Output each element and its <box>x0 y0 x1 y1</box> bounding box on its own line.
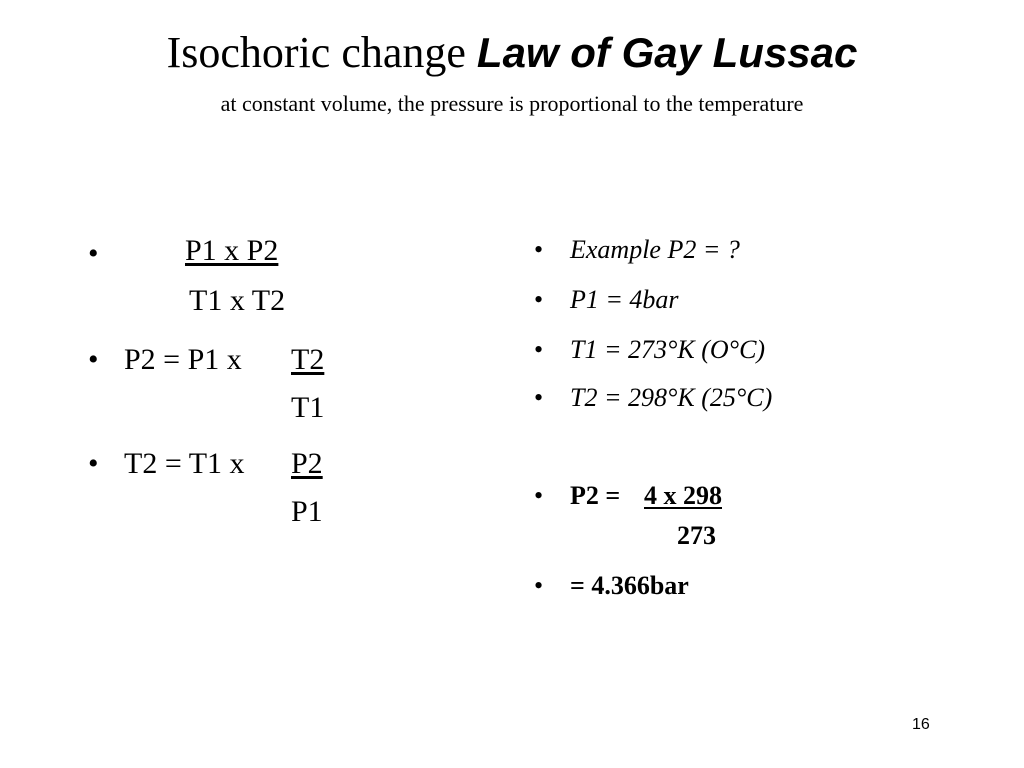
bullet-marker: • <box>534 285 544 314</box>
bullet-marker: • <box>534 481 544 510</box>
slide-title <box>0 26 1024 80</box>
calc-prefix: P2 = <box>570 481 627 510</box>
p2-formula-denominator: T1 <box>291 391 325 424</box>
slide-subtitle: at constant volume, the pressure is proportional to the temperature <box>220 91 804 116</box>
calc-numerator: 4 x 298 <box>644 481 722 510</box>
formula-numerator: P1 x P2 <box>185 234 279 267</box>
bullet-marker: • <box>88 343 99 376</box>
t2-formula-prefix: T2 = T1 x <box>124 447 245 480</box>
bullet-marker: • <box>534 235 544 264</box>
p2-formula-prefix: P2 = P1 x <box>124 343 242 376</box>
title-plain: Isochoric change <box>166 28 466 77</box>
example-item: Example P2 = ? <box>570 235 740 264</box>
bullet-marker: • <box>534 571 544 600</box>
title-emphasis: Law of Gay Lussac <box>476 29 858 76</box>
bullet-marker: • <box>534 383 544 412</box>
bullet-marker: • <box>88 237 99 270</box>
t1-item: T1 = 273°K (O°C) <box>570 335 766 364</box>
bullet-marker: • <box>88 447 99 480</box>
page-number: 16 <box>912 716 930 733</box>
t2-formula-denominator: P1 <box>291 495 323 528</box>
result-value: = 4.366bar <box>570 571 689 600</box>
p2-formula-numerator: T2 <box>291 343 325 376</box>
t2-formula-numerator: P2 <box>291 447 323 480</box>
bullet-marker: • <box>534 335 544 364</box>
formula-denominator: T1 x T2 <box>189 284 286 317</box>
t2-item: T2 = 298°K (25°C) <box>570 383 773 412</box>
p1-item: P1 = 4bar <box>570 285 679 314</box>
calc-denominator: 273 <box>677 521 716 550</box>
